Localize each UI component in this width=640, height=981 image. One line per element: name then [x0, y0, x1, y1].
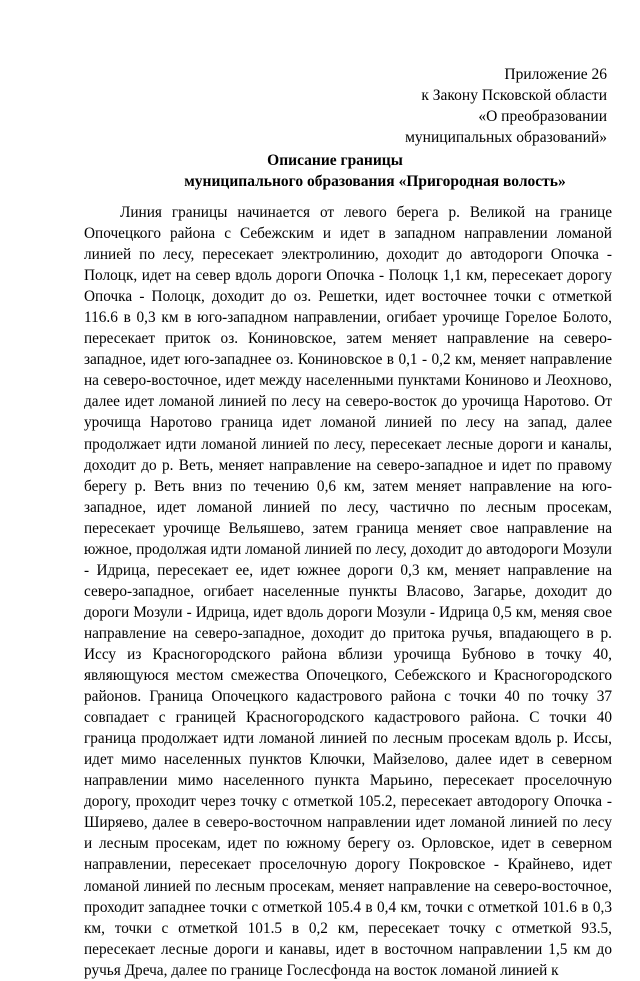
appendix-number: Приложение 26: [504, 66, 607, 83]
document-title-line2: муниципального образования «Пригородная волость»: [184, 173, 566, 190]
boundary-description-paragraph: Линия границы начинается от левого берега р. Великой на границе Опочецкого района с Себежским и идет в западном направлении ломаной линией по лесу, пересекает электролинию, доходит до автодороги Опочка - Полоцк, идет на север вдоль дороги Опочка - Полоцк 1,1 км, пересекает дорогу Опочка - Полоцк, доходит до оз. Решетки, идет восточнее точки с отметкой 116.6 в 0,3 км в юго-западном направлении, огибает урочище Горелое Болото, пересекает приток оз. Кониновское, затем меняет направление на северо-западное, идет юго-западнее оз. Кониновское в 0,1 - 0,2 км, меняет направление на северо-восточное, идет между населенными пунктами Кониново и Леохново, далее идет ломаной линией по лесу на северо-восток до урочища Наротово. От урочища Наротово граница идет ломаной линией по лесу на запад, далее продолжает идти ломаной линией по лесу, пересекает лесные дороги и каналы, доходит до р. Веть, меняет направление на северо-западное и идет по правому берегу р. Веть вниз по течению 0,6 км, затем меняет направление на юго-западное, идет ломаной линией по лесу, частично по лесным просекам, пересекает урочище Вельяшево, затем граница меняет свое направление на южное, продолжая идти ломаной линией по лесу, доходит до автодороги Мозули - Идрица, пересекает ее, идет южнее дороги 0,3 км, меняет направление на северо-западное, огибает населенные пункты Власово, Загарье, доходит до дороги Мозули - Идрица, идет вдоль дороги Мозули - Идрица 0,5 км, меняя свое направление на северо-западное, доходит до притока ручья, впадающего в р. Иссу из Красногородского района вблизи урочища Бубново в точку 40, являющуюся местом смежества Опочецкого, Себежского и Красногородского районов. Граница Опочецкого кадастрового района с точки 40 по точку 37 совпадает с границей Красногородского кадастрового района. С точки 40 граница продолжает идти ломаной линией по лесным просекам вдоль р. Иссы, идет мимо населенных пунктов Ключки, Майзелово, далее идет в северном направлении мимо населенного пункта Марьино, пересекает проселочную дорогу, проходит через точку с отметкой 105.2, пересекает автодорогу Опочка - Ширяево, далее в северо-восточном направлении идет ломаной линией по лесу и лесным просекам, идет по южному берегу оз. Орловское, идет в северном направлении, пересекает проселочную дорогу Покровское - Крайнево, идет ломаной линией по лесным просекам, меняет направление на северо-восточное, проходит западнее точки с отметкой 105.4 в 0,4 км, точки с отметкой 101.6 в 0,3 км, точки с отметкой 101.5 в 0,2 км, пересекает точку с отметкой 93.5, пересекает лесные дороги и канавы, идет в восточном направлении 1,5 км до ручья Дреча, далее по границе Гослесфонда на восток ломаной линией к: [84, 204, 612, 979]
appendix-law-reference: к Закону Псковской области: [421, 87, 607, 104]
appendix-law-title-line2: муниципальных образований»: [405, 129, 607, 146]
document-title: [0, 150, 640, 192]
document-title-line1: Описание границы: [267, 152, 403, 169]
appendix-header: [347, 64, 607, 148]
appendix-law-title-line1: «О преобразовании: [478, 108, 607, 125]
